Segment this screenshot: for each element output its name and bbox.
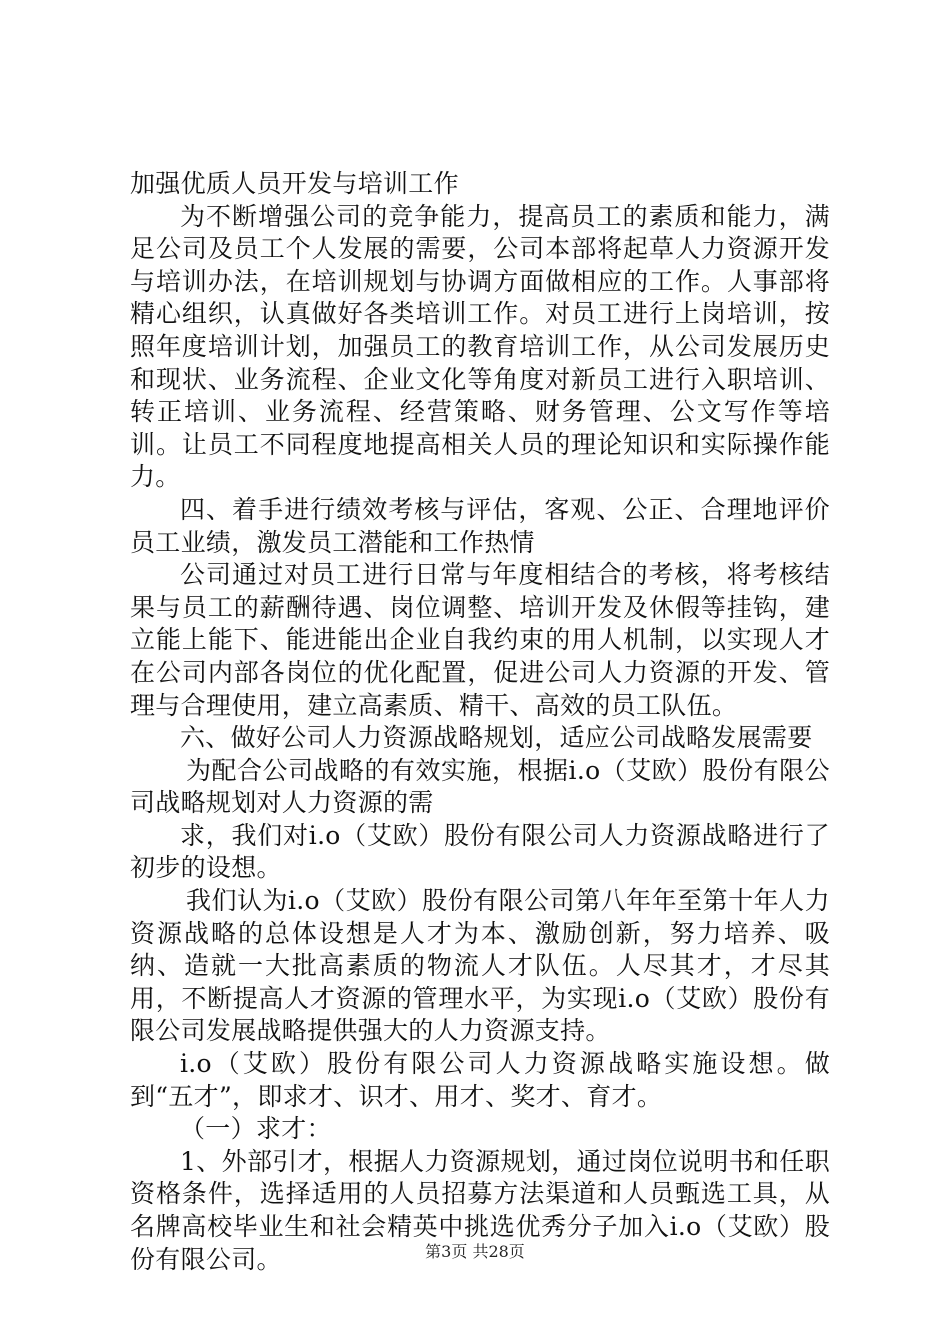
- subsection-heading: （一）求才：: [180, 1114, 332, 1144]
- paragraph: 1、外部引才，根据人力资源规划，通过岗位说明书和任职资格条件，选择适用的人员招募方法渠道和人员甄选工具，从名牌高校毕业生和社会精英中挑选优秀分子加入i.o（艾欧）股份有限公司。: [130, 1146, 830, 1274]
- paragraph: 求，我们对i.o（艾欧）股份有限公司人力资源战略进行了初步的设想。: [130, 820, 830, 883]
- document-body: [130, 168, 830, 1276]
- paragraph: i.o（艾欧）股份有限公司人力资源战略实施设想。做到“五才”，即求才、识才、用才、奖才、育才。: [130, 1049, 830, 1111]
- paragraph: 为配合公司战略的有效实施，根据i.o（艾欧）股份有限公司战略规划对人力资源的需: [130, 755, 830, 818]
- paragraph: 为不断增强公司的竞争能力，提高员工的素质和能力，满足公司及员工个人发展的需要，公司本部将起草人力资源开发与培训办法，在培训规划与协调方面做相应的工作。人事部将精心组织，认真做好各类培训工作。对员工进行上岗培训，按照年度培训计划，加强员工的教育培训工作，从公司发展历史和现状、业务流程、企业文化等角度对新员工进行入职培训、转正培训、业务流程、经营策略、财务管理、公文写作等培训。让员工不同程度地提高相关人员的理论知识和实际操作能力。: [130, 201, 830, 492]
- section-heading: 加强优质人员开发与培训工作: [130, 169, 459, 198]
- section-heading: 四、着手进行绩效考核与评估，客观、公正、合理地评价员工业绩，激发员工潜能和工作热情: [130, 494, 830, 557]
- paragraph: 公司通过对员工进行日常与年度相结合的考核，将考核结果与员工的薪酬待遇、岗位调整、培训开发及休假等挂钩，建立能上能下、能进能出企业自我约束的用人机制，以实现人才在公司内部各岗位的优化配置，促进公司人力资源的开发、管理与合理使用，建立高素质、精干、高效的员工队伍。: [130, 560, 830, 720]
- section-heading: 六、做好公司人力资源战略规划，适应公司战略发展需要: [180, 723, 813, 753]
- page-number-footer: 第3页 共28页: [425, 1242, 525, 1261]
- paragraph: 我们认为i.o（艾欧）股份有限公司第八年年至第十年人力资源战略的总体设想是人才为本、激励创新，努力培养、吸纳、造就一大批高素质的物流人才队伍。人尽其才，才尽其用，不断提高人才资源的管理水平，为实现i.o（艾欧）股份有限公司发展战略提供强大的人力资源支持。: [130, 886, 830, 1046]
